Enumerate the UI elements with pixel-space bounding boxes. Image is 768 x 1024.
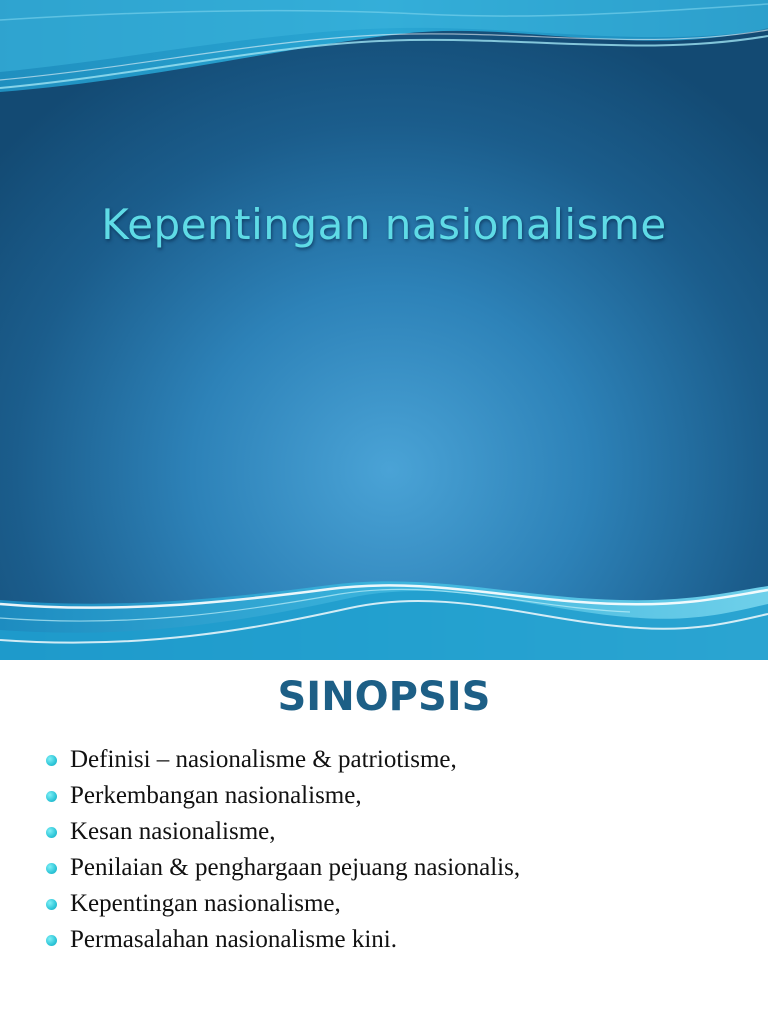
bullet-item [46, 814, 520, 850]
bullet-text: Kesan nasionalisme, [70, 818, 276, 845]
synopsis-slide [0, 660, 768, 1024]
bullet-text: Kepentingan nasionalisme, [70, 890, 341, 917]
bullet-icon [46, 935, 57, 946]
bullet-icon [46, 899, 57, 910]
synopsis-bullet-list [46, 742, 520, 958]
bullet-icon [46, 863, 57, 874]
bullet-icon [46, 755, 57, 766]
bullet-text: Penilaian & penghargaan pejuang nasionalis, [70, 854, 521, 881]
bullet-item [46, 922, 520, 958]
bullet-icon [46, 791, 57, 802]
bullet-item [46, 886, 520, 922]
slide-title: Kepentingan nasionalisme [101, 200, 667, 249]
synopsis-heading: SINOPSIS [277, 674, 491, 720]
bullet-item [46, 850, 520, 886]
bullet-item [46, 778, 520, 814]
bullet-text: Perkembangan nasionalisme, [70, 782, 362, 809]
bullet-text: Definisi – nasionalisme & patriotisme, [70, 746, 457, 773]
bullet-icon [46, 827, 57, 838]
bullet-text: Permasalahan nasionalisme kini. [70, 926, 398, 953]
bullet-item [46, 742, 520, 778]
